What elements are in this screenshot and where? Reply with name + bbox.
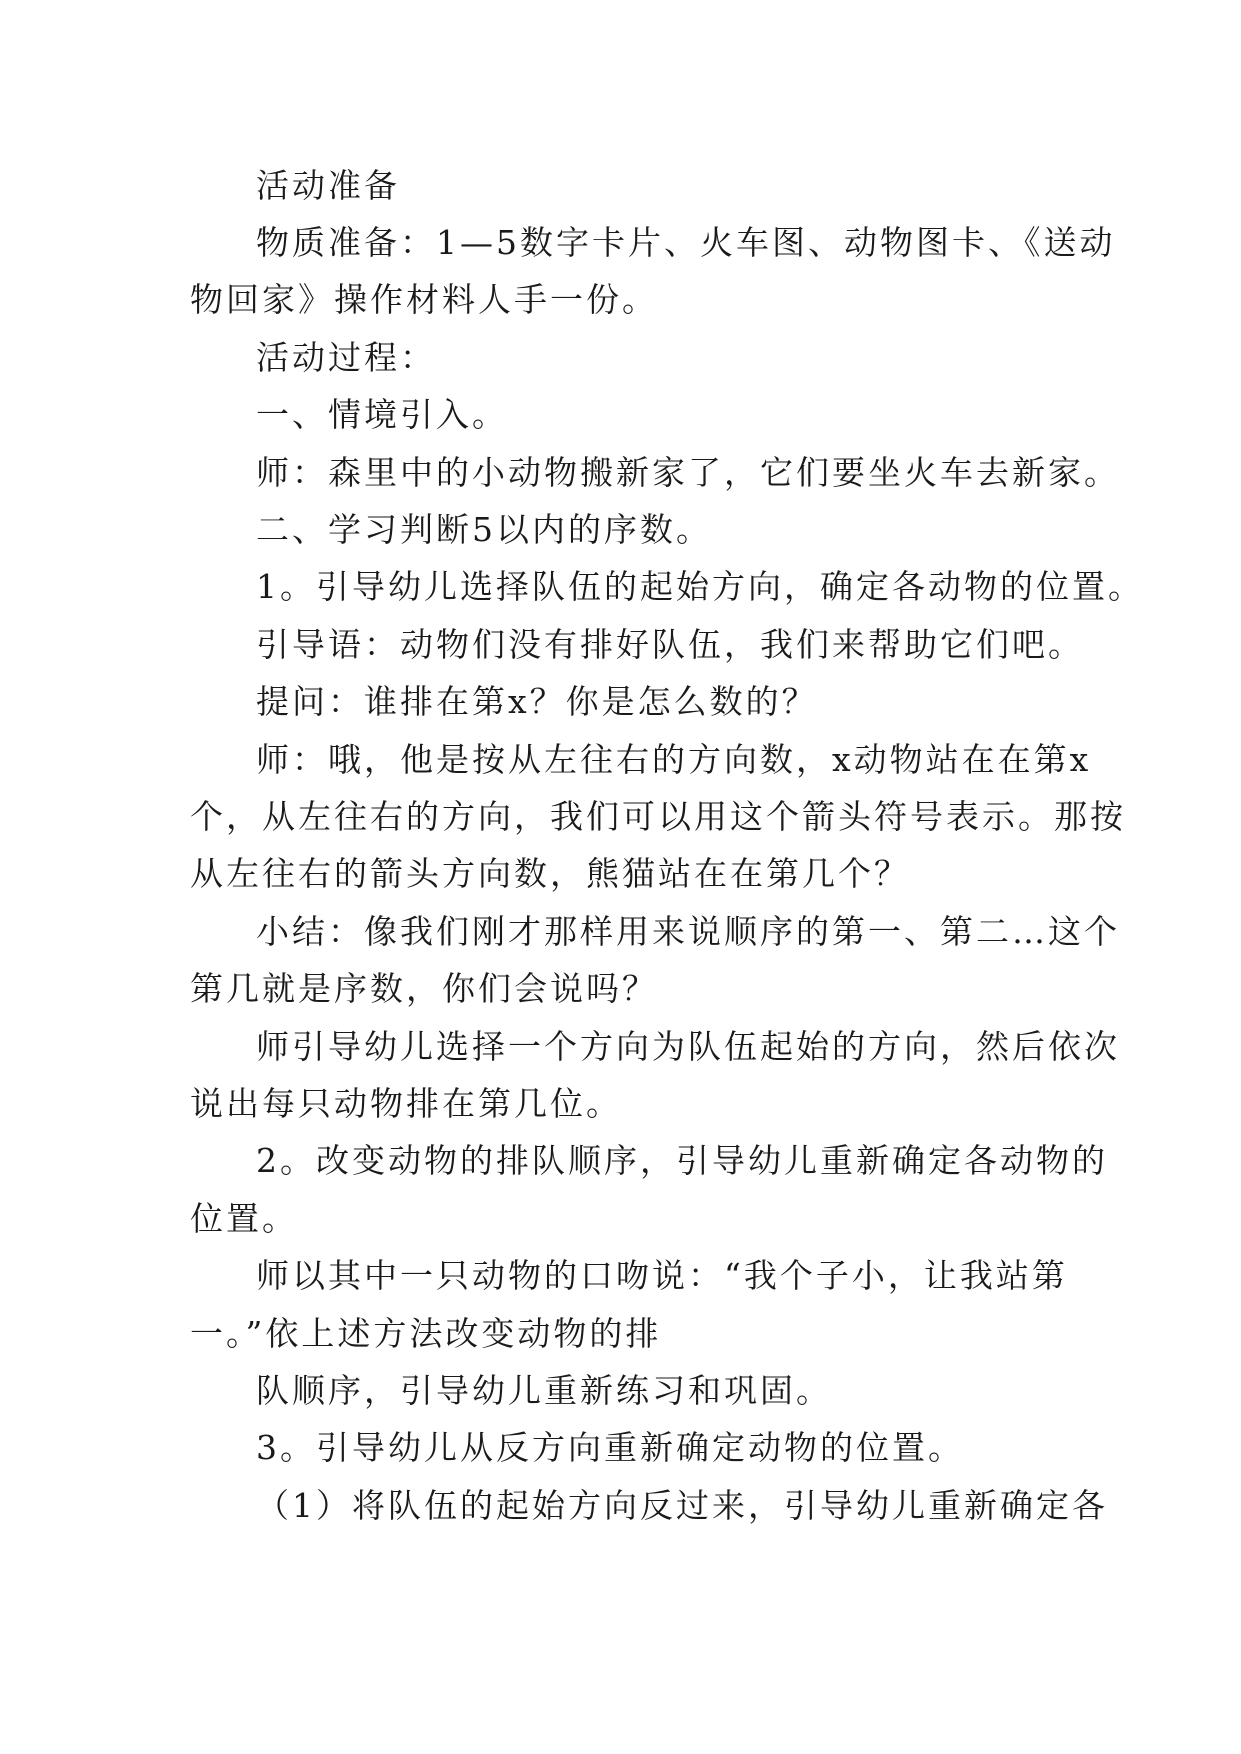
section-heading-activity-process: 活动过程：	[256, 338, 436, 377]
paragraph-teacher-explain-line-2: 个，从左往右的方向，我们可以用这个箭头符号表示。那按	[190, 797, 1126, 836]
paragraph-teacher-explain-line-3: 从左往右的箭头方向数，熊猫站在在第几个？	[190, 854, 910, 893]
paragraph-step-3: 3。引导幼儿从反方向重新确定动物的位置。	[256, 1428, 964, 1467]
paragraph-step-1: 1。引导幼儿选择队伍的起始方向，确定各动物的位置。	[256, 567, 1144, 606]
section-heading-activity-prep: 活动准备	[256, 166, 400, 205]
subheading-ordinal-learning: 二、学习判断5以内的序数。	[256, 510, 712, 549]
paragraph-materials-line-2: 物回家》操作材料人手一份。	[190, 280, 658, 319]
paragraph-guide-words: 引导语：动物们没有排好队伍，我们来帮助它们吧。	[256, 625, 1084, 664]
paragraph-animal-quote-line-2: 一。”依上述方法改变动物的排	[190, 1314, 662, 1353]
paragraph-summary-line-1: 小结：像我们刚才那样用来说顺序的第一、第二…这个	[256, 912, 1120, 951]
paragraph-teacher-intro: 师：森里中的小动物搬新家了，它们要坐火车去新家。	[256, 453, 1120, 492]
paragraph-question: 提问：谁排在第x？你是怎么数的？	[256, 682, 818, 721]
paragraph-summary-line-2: 第几就是序数，你们会说吗？	[190, 969, 658, 1008]
paragraph-step-3-sub-1: （1）将队伍的起始方向反过来，引导幼儿重新确定各	[256, 1486, 1108, 1525]
paragraph-materials-line-1: 物质准备：1—5数字卡片、火车图、动物图卡、《送动	[256, 223, 1116, 262]
paragraph-direction-line-1: 师引导幼儿选择一个方向为队伍起始的方向，然后依次	[256, 1027, 1120, 1066]
paragraph-step-2-line-1: 2。改变动物的排队顺序，引导幼儿重新确定各动物的	[256, 1141, 1108, 1180]
paragraph-animal-quote-line-1: 师以其中一只动物的口吻说：“我个子小，让我站第	[256, 1256, 1068, 1295]
paragraph-reorder-practice: 队顺序，引导幼儿重新练习和巩固。	[256, 1371, 832, 1410]
paragraph-step-2-line-2: 位置。	[190, 1199, 298, 1238]
subheading-situation-intro: 一、情境引入。	[256, 395, 508, 434]
paragraph-direction-line-2: 说出每只动物排在第几位。	[190, 1084, 622, 1123]
paragraph-teacher-explain-line-1: 师：哦，他是按从左往右的方向数，x动物站在在第x	[256, 740, 1092, 779]
